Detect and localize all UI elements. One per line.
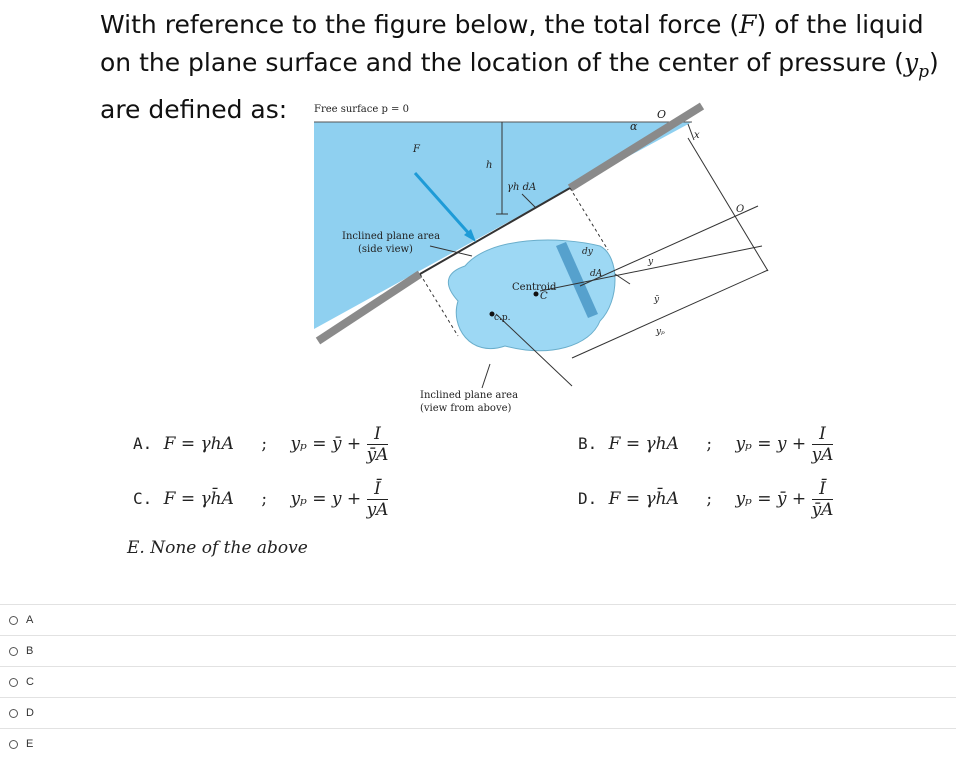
option-d-fraction (812, 479, 834, 520)
label-o-right: O (736, 204, 745, 215)
radio-icon[interactable] (9, 709, 18, 718)
option-d-formula (578, 479, 833, 520)
option-a-yp: yₚ = ȳ + (290, 434, 362, 454)
option-c-sep: ; (261, 489, 268, 509)
label-da: dA (590, 269, 603, 279)
answer-choices (0, 604, 956, 759)
question-part3: ) are defined as: (100, 48, 939, 124)
option-d-force: F = γh̄A (608, 489, 679, 509)
option-a-label: A. (133, 434, 153, 453)
option-a-num: I (367, 424, 389, 445)
projection-right (570, 188, 608, 250)
label-inclined-side2: (side view) (358, 244, 413, 255)
var-yp: y (903, 48, 919, 77)
option-e-text: E. None of the above (127, 538, 308, 558)
radio-icon[interactable] (9, 616, 18, 625)
label-x: x (694, 130, 700, 141)
label-inclined-above2: (view from above) (420, 403, 512, 414)
axis-o-line (688, 138, 768, 271)
option-c-force: F = γh̄A (163, 489, 234, 509)
option-b-force: F = γhA (608, 434, 679, 454)
radio-icon[interactable] (9, 740, 18, 749)
option-d-den: ȳA (811, 500, 834, 520)
choice-e-label: E (26, 738, 34, 750)
choice-b[interactable] (0, 635, 956, 666)
label-inclined-side: Inclined plane area (342, 231, 441, 242)
choice-a-label: A (26, 614, 34, 626)
label-inclined-above: Inclined plane area (420, 390, 519, 401)
label-y: y (648, 257, 654, 267)
label-ybar: ȳ (654, 295, 660, 305)
var-yp-sub: p (918, 62, 929, 82)
option-b-den: yA (811, 445, 834, 465)
dim-y (580, 206, 758, 286)
choice-b-label: B (26, 645, 34, 657)
above-view-leader (482, 364, 490, 388)
option-a-den: ȳA (366, 445, 389, 465)
free-surface-label: Free surface p = 0 (314, 104, 409, 115)
option-d-yp: yₚ = ȳ + (735, 489, 807, 509)
choice-a[interactable] (0, 604, 956, 635)
radio-icon[interactable] (9, 678, 18, 687)
pressure-figure (300, 96, 780, 426)
option-b-yp: yₚ = y + (735, 434, 807, 454)
label-c: C (540, 291, 548, 302)
figure-svg (300, 96, 780, 426)
choice-e[interactable] (0, 728, 956, 759)
choice-d-label: D (26, 707, 34, 719)
option-d-label: D. (578, 489, 598, 508)
dA-leader (615, 274, 630, 284)
label-centroid: Centroid (512, 282, 557, 293)
option-b-sep: ; (706, 434, 713, 454)
option-a-formula (133, 424, 388, 465)
label-cp: c.p. (494, 313, 511, 323)
option-c-formula (133, 479, 388, 520)
label-h: h (486, 160, 493, 171)
label-yhda: γh dA (507, 182, 537, 193)
option-c-den: yA (366, 500, 389, 520)
option-c-fraction (367, 479, 389, 520)
label-o-top: O (657, 108, 667, 121)
option-b-fraction (812, 424, 834, 465)
question-part1: With reference to the figure below, the total force ( (100, 10, 740, 39)
label-alpha: α (630, 120, 638, 133)
choice-c-label: C (26, 676, 34, 688)
label-f: F (413, 144, 420, 155)
choice-c[interactable] (0, 666, 956, 697)
option-d-num: Ī (812, 479, 834, 500)
option-b-formula (578, 424, 833, 465)
option-b-num: I (812, 424, 834, 445)
option-d-sep: ; (706, 489, 713, 509)
option-c-yp: yₚ = y + (290, 489, 362, 509)
label-dy: dy (582, 247, 593, 257)
radio-icon[interactable] (9, 647, 18, 656)
option-a-fraction (367, 424, 389, 465)
choice-d[interactable] (0, 697, 956, 728)
option-a-sep: ; (261, 434, 268, 454)
option-c-num: Ī (367, 479, 389, 500)
label-yp: yₚ (656, 327, 665, 337)
question-part2: ) of the liquid on the plane surface and the location of the center of pressure ( (100, 10, 924, 77)
option-a-force: F = γhA (163, 434, 234, 454)
var-f: F (739, 10, 757, 39)
option-c-label: C. (133, 489, 153, 508)
option-b-label: B. (578, 434, 598, 453)
